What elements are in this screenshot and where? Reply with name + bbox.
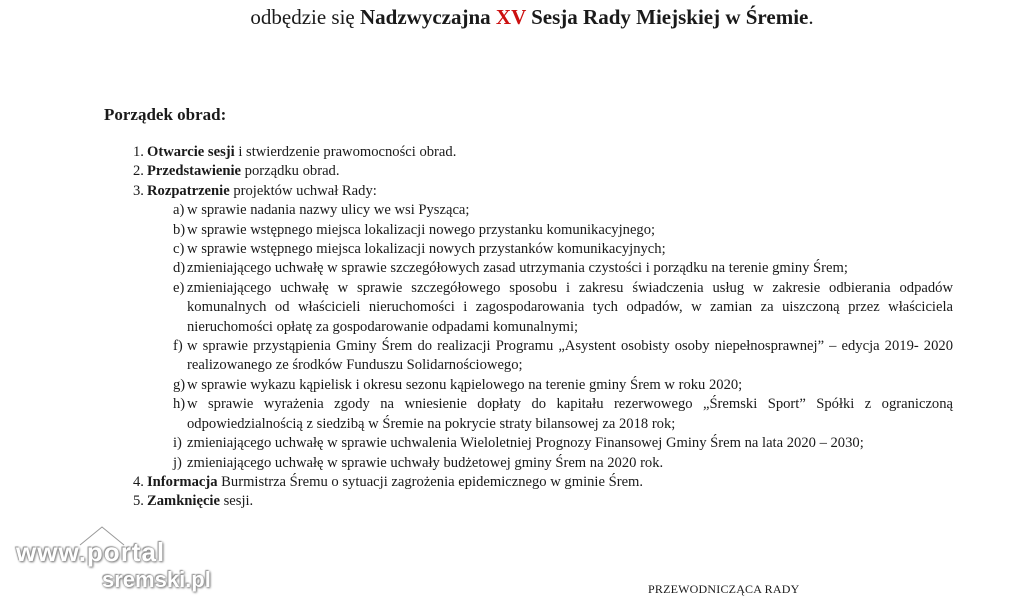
agenda-number: 2. — [133, 163, 144, 180]
agenda-number: 4. — [133, 473, 144, 490]
session-title-part-1: Nadzwyczajna — [360, 5, 496, 29]
agenda-item-3 — [133, 182, 953, 201]
agenda-item-2 — [133, 162, 953, 181]
sub-item-letter: g) — [173, 376, 186, 393]
watermark-domain: sremski.pl — [102, 567, 211, 592]
sub-item-b — [133, 221, 953, 240]
sub-item-letter: c) — [173, 241, 185, 258]
sub-item-letter: a) — [173, 202, 185, 219]
sub-item-letter: b) — [173, 221, 186, 238]
agenda-item-bold: Otwarcie sesji — [147, 144, 235, 160]
agenda-item-1 — [133, 143, 953, 162]
signature-title: PRZEWODNICZĄCA RADY — [648, 582, 800, 596]
sub-item-letter: j) — [173, 454, 182, 471]
agenda-number: 3. — [133, 182, 144, 199]
agenda-item-bold: Zamknięcie — [147, 493, 220, 510]
sub-item-text: w sprawie wstępnego miejsca lokalizacji nowych przystanków komunikacyjnych; — [187, 241, 666, 258]
agenda-list — [133, 143, 953, 512]
session-title-part-2: Sesja Rady Miejskiej w Śremie — [525, 5, 809, 29]
agenda-heading: Porządek obrad: — [104, 105, 227, 124]
agenda-item-5 — [133, 492, 953, 511]
session-announcement — [0, 4, 1024, 30]
sub-item-letter: e) — [173, 279, 185, 296]
agenda-number: 5. — [133, 493, 144, 510]
sub-item-a — [133, 201, 953, 220]
agenda-item-text: Burmistrza Śremu o sytuacji zagrożenia epidemicznego w gminie Śrem. — [217, 473, 644, 490]
sub-item-i — [133, 434, 953, 453]
agenda-item-bold: Przedstawienie — [147, 163, 242, 180]
sub-item-letter: i) — [173, 435, 182, 452]
intro-prefix: odbędzie się — [250, 5, 360, 29]
sub-item-h — [133, 395, 953, 434]
sub-item-text: w sprawie wyrażenia zgody na wniesienie dopłaty do kapitału rezerwowego „Śremski Sport” Spółki z ograniczoną odpowiedzialnością z siedzibą w Śremie na pokrycie straty bilansowej za 2018 rok; — [187, 396, 953, 432]
sub-item-text: w sprawie wstępnego miejsca lokalizacji nowego przystanku komunikacyjnego; — [187, 221, 656, 238]
sub-item-j — [133, 454, 953, 473]
agenda-item-4 — [133, 473, 953, 492]
sub-item-text: w sprawie przystąpienia Gminy Śrem do realizacji Programu „Asystent osobisty osoby niepełnosprawnej” – edycja 2019- 2020 realizowanego ze środków Funduszu Solidarnościowego; — [187, 338, 953, 374]
watermark-url: www.portal — [16, 537, 166, 567]
sub-item-c — [133, 240, 953, 259]
agenda-item-bold: Rozpatrzenie — [147, 182, 230, 199]
intro-suffix: . — [808, 5, 814, 29]
sub-item-text: zmieniającego uchwałę w sprawie szczegółowych zasad utrzymania czystości i porządku na terenie gminy Śrem; — [187, 260, 848, 277]
sub-item-d — [133, 259, 953, 278]
agenda-number: 1. — [133, 144, 144, 160]
sub-item-f — [133, 337, 953, 376]
sub-item-text: w sprawie wykazu kąpielisk i okresu sezonu kąpielowego na terenie gminy Śrem w roku 2020; — [187, 376, 743, 393]
sub-item-g — [133, 376, 953, 395]
agenda-item-text: projektów uchwał Rady: — [229, 182, 377, 199]
sub-item-e — [133, 279, 953, 337]
sub-item-letter: h) — [173, 396, 186, 413]
sub-item-letter: d) — [173, 260, 186, 277]
session-number: XV — [495, 5, 526, 29]
agenda-item-text: sesji. — [219, 493, 254, 510]
watermark — [10, 523, 230, 595]
agenda-item-bold: Informacja — [147, 473, 218, 490]
agenda-item-text: i stwierdzenie prawomocności obrad. — [234, 144, 457, 160]
agenda-item-text: porządku obrad. — [241, 163, 340, 180]
sub-item-text: zmieniającego uchwałę w sprawie szczegółowego sposobu i zakresu świadczenia usług w zakresie odbierania odpadów komunalnych od właścicieli nieruchomości i zagospodarowania tych odpadów, w zamian za uiszczoną przez właściciela nieruchomości opłatę za gospodarowanie odpadami komunalnymi; — [187, 279, 953, 335]
sub-item-letter: f) — [173, 338, 183, 355]
sub-item-text: w sprawie nadania nazwy ulicy we wsi Pysząca; — [187, 202, 470, 219]
sub-item-text: zmieniającego uchwałę w sprawie uchwalenia Wieloletniej Prognozy Finansowej Gminy Śrem na lata 2020 – 2030; — [187, 435, 864, 452]
sub-item-text: zmieniającego uchwałę w sprawie uchwały budżetowej gminy Śrem na 2020 rok. — [187, 454, 664, 471]
